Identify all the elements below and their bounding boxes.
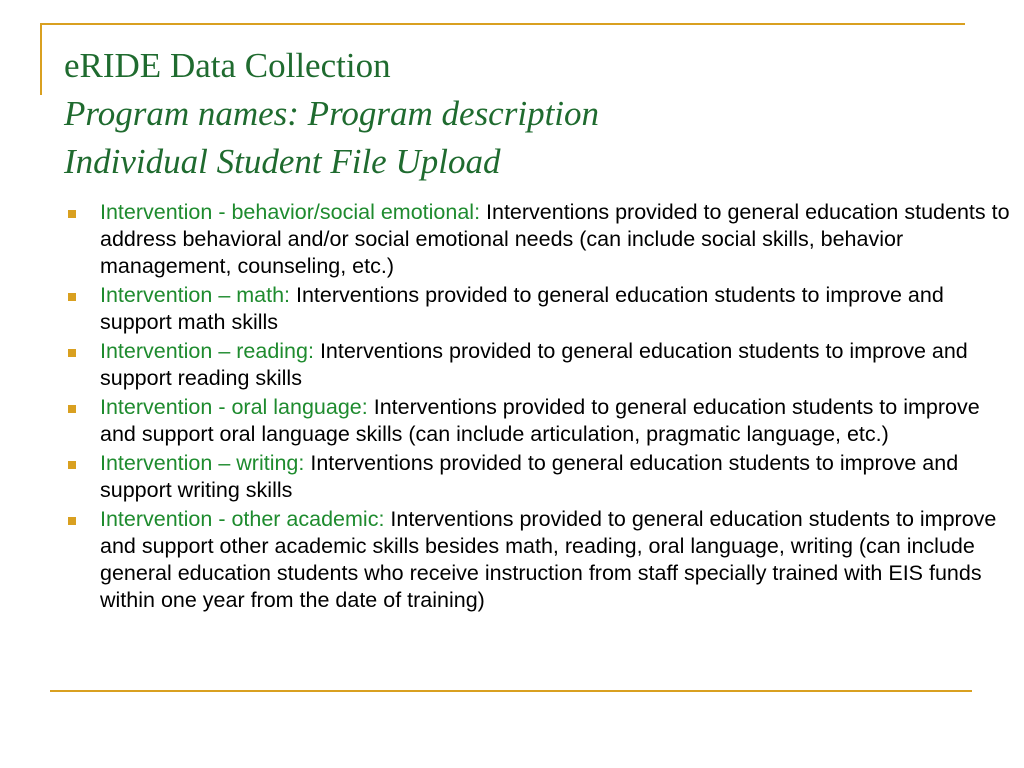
square-bullet-icon <box>68 405 76 413</box>
bullet-description: Interventions provided to general education students to address behavioral and/or social emotional needs (can include social skills, behavior management, counseling, etc.) <box>100 200 1010 278</box>
bullet-list <box>68 199 1018 616</box>
bullet-term: Intervention – math: <box>100 283 296 307</box>
bullet-term: Intervention - behavior/social emotional: <box>100 200 487 224</box>
bottom-rule <box>50 690 972 692</box>
bullet-term: Intervention - oral language: <box>100 395 374 419</box>
bullet-item-reading <box>68 338 1018 392</box>
bullet-term: Intervention – writing: <box>100 451 311 475</box>
top-rule <box>40 23 965 25</box>
bullet-description: Interventions provided to general education students to improve and support writing skills <box>100 451 959 502</box>
left-rule <box>40 23 42 95</box>
square-bullet-icon <box>68 210 76 218</box>
square-bullet-icon <box>68 461 76 469</box>
bullet-description: Interventions provided to general education students to improve and support reading skills <box>100 339 968 390</box>
bullet-item-math <box>68 282 1018 336</box>
square-bullet-icon <box>68 349 76 357</box>
bullet-description: Interventions provided to general education students to improve and support other academic skills besides math, reading, oral language, writing (can include general education students who receive instruction from staff specially trained with EIS funds within one year from the date of training) <box>100 507 997 612</box>
title-line-1: eRIDE Data Collection <box>64 46 391 85</box>
bullet-term: Intervention – reading: <box>100 339 320 363</box>
bullet-item-oral-language <box>68 394 1018 448</box>
title-line-2: Program names: Program description <box>64 94 600 133</box>
bullet-item-writing <box>68 450 1018 504</box>
bullet-item-other-academic <box>68 506 1018 614</box>
title-line-3: Individual Student File Upload <box>64 142 501 181</box>
bullet-term: Intervention - other academic: <box>100 507 391 531</box>
bullet-item-behavior <box>68 199 1018 280</box>
bullet-description: Interventions provided to general education students to improve and support math skills <box>100 283 944 334</box>
slide-title <box>64 42 1004 186</box>
square-bullet-icon <box>68 293 76 301</box>
bullet-description: Interventions provided to general education students to improve and support oral language skills (can include articulation, pragmatic language, etc.) <box>100 395 980 446</box>
square-bullet-icon <box>68 517 76 525</box>
